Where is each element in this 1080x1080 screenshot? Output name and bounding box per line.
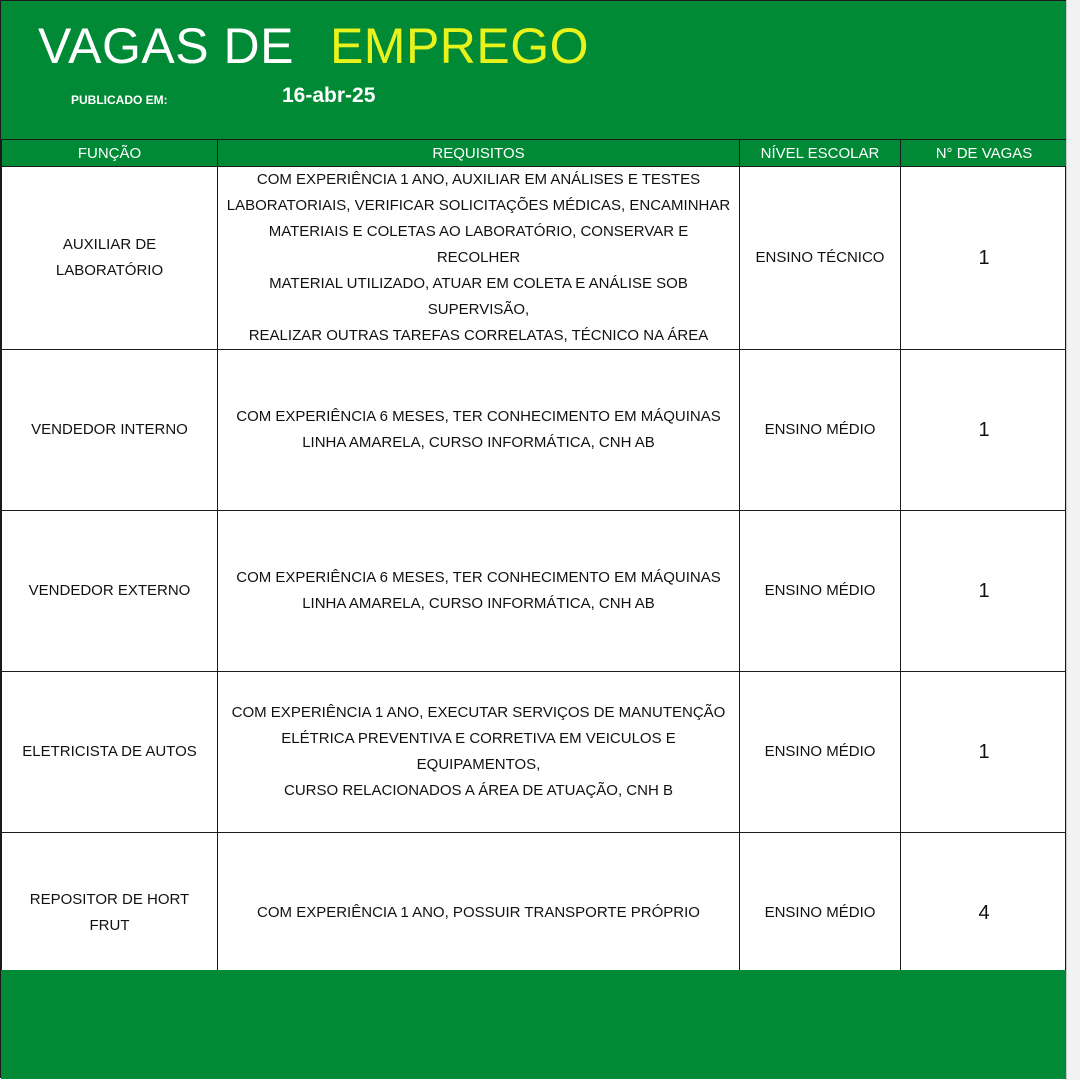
cell-funcao: ELETRICISTA DE AUTOS (2, 672, 218, 833)
cell-num-vagas: 1 (901, 511, 1068, 672)
cell-num-vagas: 1 (901, 672, 1068, 833)
requisito-line: ELÉTRICA PREVENTIVA E CORRETIVA EM VEICULOS E EQUIPAMENTOS, (281, 730, 676, 773)
published-label: PUBLICADO EM: (71, 93, 168, 107)
jobs-table (1, 139, 1068, 994)
footer-banner (1, 970, 1067, 1079)
requisito-line: CURSO RELACIONADOS A ÁREA DE ATUAÇÃO, CNH B (284, 782, 673, 799)
requisito-line: LINHA AMARELA, CURSO INFORMÁTICA, CNH AB (302, 595, 655, 612)
table-row (2, 350, 1068, 511)
cell-requisitos (218, 672, 740, 833)
cell-funcao: AUXILIAR DE LABORATÓRIO (2, 167, 218, 350)
column-header-requisitos: REQUISITOS (218, 140, 740, 167)
cell-nivel-escolar: ENSINO MÉDIO (740, 833, 901, 994)
title-part-vagas: VAGAS DE (38, 18, 294, 74)
title-part-emprego: EMPREGO (329, 18, 590, 74)
cell-funcao: VENDEDOR INTERNO (2, 350, 218, 511)
cell-requisitos (218, 350, 740, 511)
cell-funcao: REPOSITOR DE HORT FRUT (2, 833, 218, 994)
table-row (2, 672, 1068, 833)
requisito-line: LINHA AMARELA, CURSO INFORMÁTICA, CNH AB (302, 434, 655, 451)
header-banner (1, 1, 1067, 139)
requisito-line: REALIZAR OUTRAS TAREFAS CORRELATAS, TÉCNICO NA ÁREA (248, 327, 709, 344)
table-row (2, 511, 1068, 672)
jobs-table-container (1, 139, 1067, 994)
cell-requisitos (218, 511, 740, 672)
scrollbar-edge (1066, 0, 1080, 1080)
column-header-funcao: FUNÇÃO (2, 140, 218, 167)
page-title (38, 15, 589, 77)
cell-nivel-escolar: ENSINO MÉDIO (740, 350, 901, 511)
cell-requisitos (218, 167, 740, 350)
published-date: 16-abr-25 (282, 84, 376, 107)
table-row (2, 167, 1068, 350)
cell-num-vagas: 4 (901, 833, 1068, 994)
cell-nivel-escolar: ENSINO TÉCNICO (740, 167, 901, 350)
requisito-line: MATERIAIS E COLETAS AO LABORATÓRIO, CONSERVAR E RECOLHER (268, 223, 689, 266)
column-header-num-vagas: N° DE VAGAS (901, 140, 1068, 167)
cell-nivel-escolar: ENSINO MÉDIO (740, 511, 901, 672)
requisito-line: LABORATORIAIS, VERIFICAR SOLICITAÇÕES MÉDICAS, ENCAMINHAR (226, 197, 731, 214)
cell-funcao: VENDEDOR EXTERNO (2, 511, 218, 672)
requisito-line: MATERIAL UTILIZADO, ATUAR EM COLETA E ANÁLISE SOB SUPERVISÃO, (269, 275, 688, 318)
cell-num-vagas: 1 (901, 350, 1068, 511)
cell-nivel-escolar: ENSINO MÉDIO (740, 672, 901, 833)
requisito-line: COM EXPERIÊNCIA 1 ANO, POSSUIR TRANSPORTE PRÓPRIO (257, 904, 700, 921)
requisito-line: COM EXPERIÊNCIA 6 MESES, TER CONHECIMENTO EM MÁQUINAS (236, 569, 721, 586)
requisito-line: COM EXPERIÊNCIA 6 MESES, TER CONHECIMENTO EM MÁQUINAS (236, 408, 721, 425)
requisito-line: COM EXPERIÊNCIA 1 ANO, AUXILIAR EM ANÁLISES E TESTES (256, 171, 701, 188)
table-header-row (2, 140, 1068, 167)
requisito-line: COM EXPERIÊNCIA 1 ANO, EXECUTAR SERVIÇOS DE MANUTENÇÃO (231, 704, 726, 721)
cell-num-vagas: 1 (901, 167, 1068, 350)
column-header-nivel-escolar: NÍVEL ESCOLAR (740, 140, 901, 167)
